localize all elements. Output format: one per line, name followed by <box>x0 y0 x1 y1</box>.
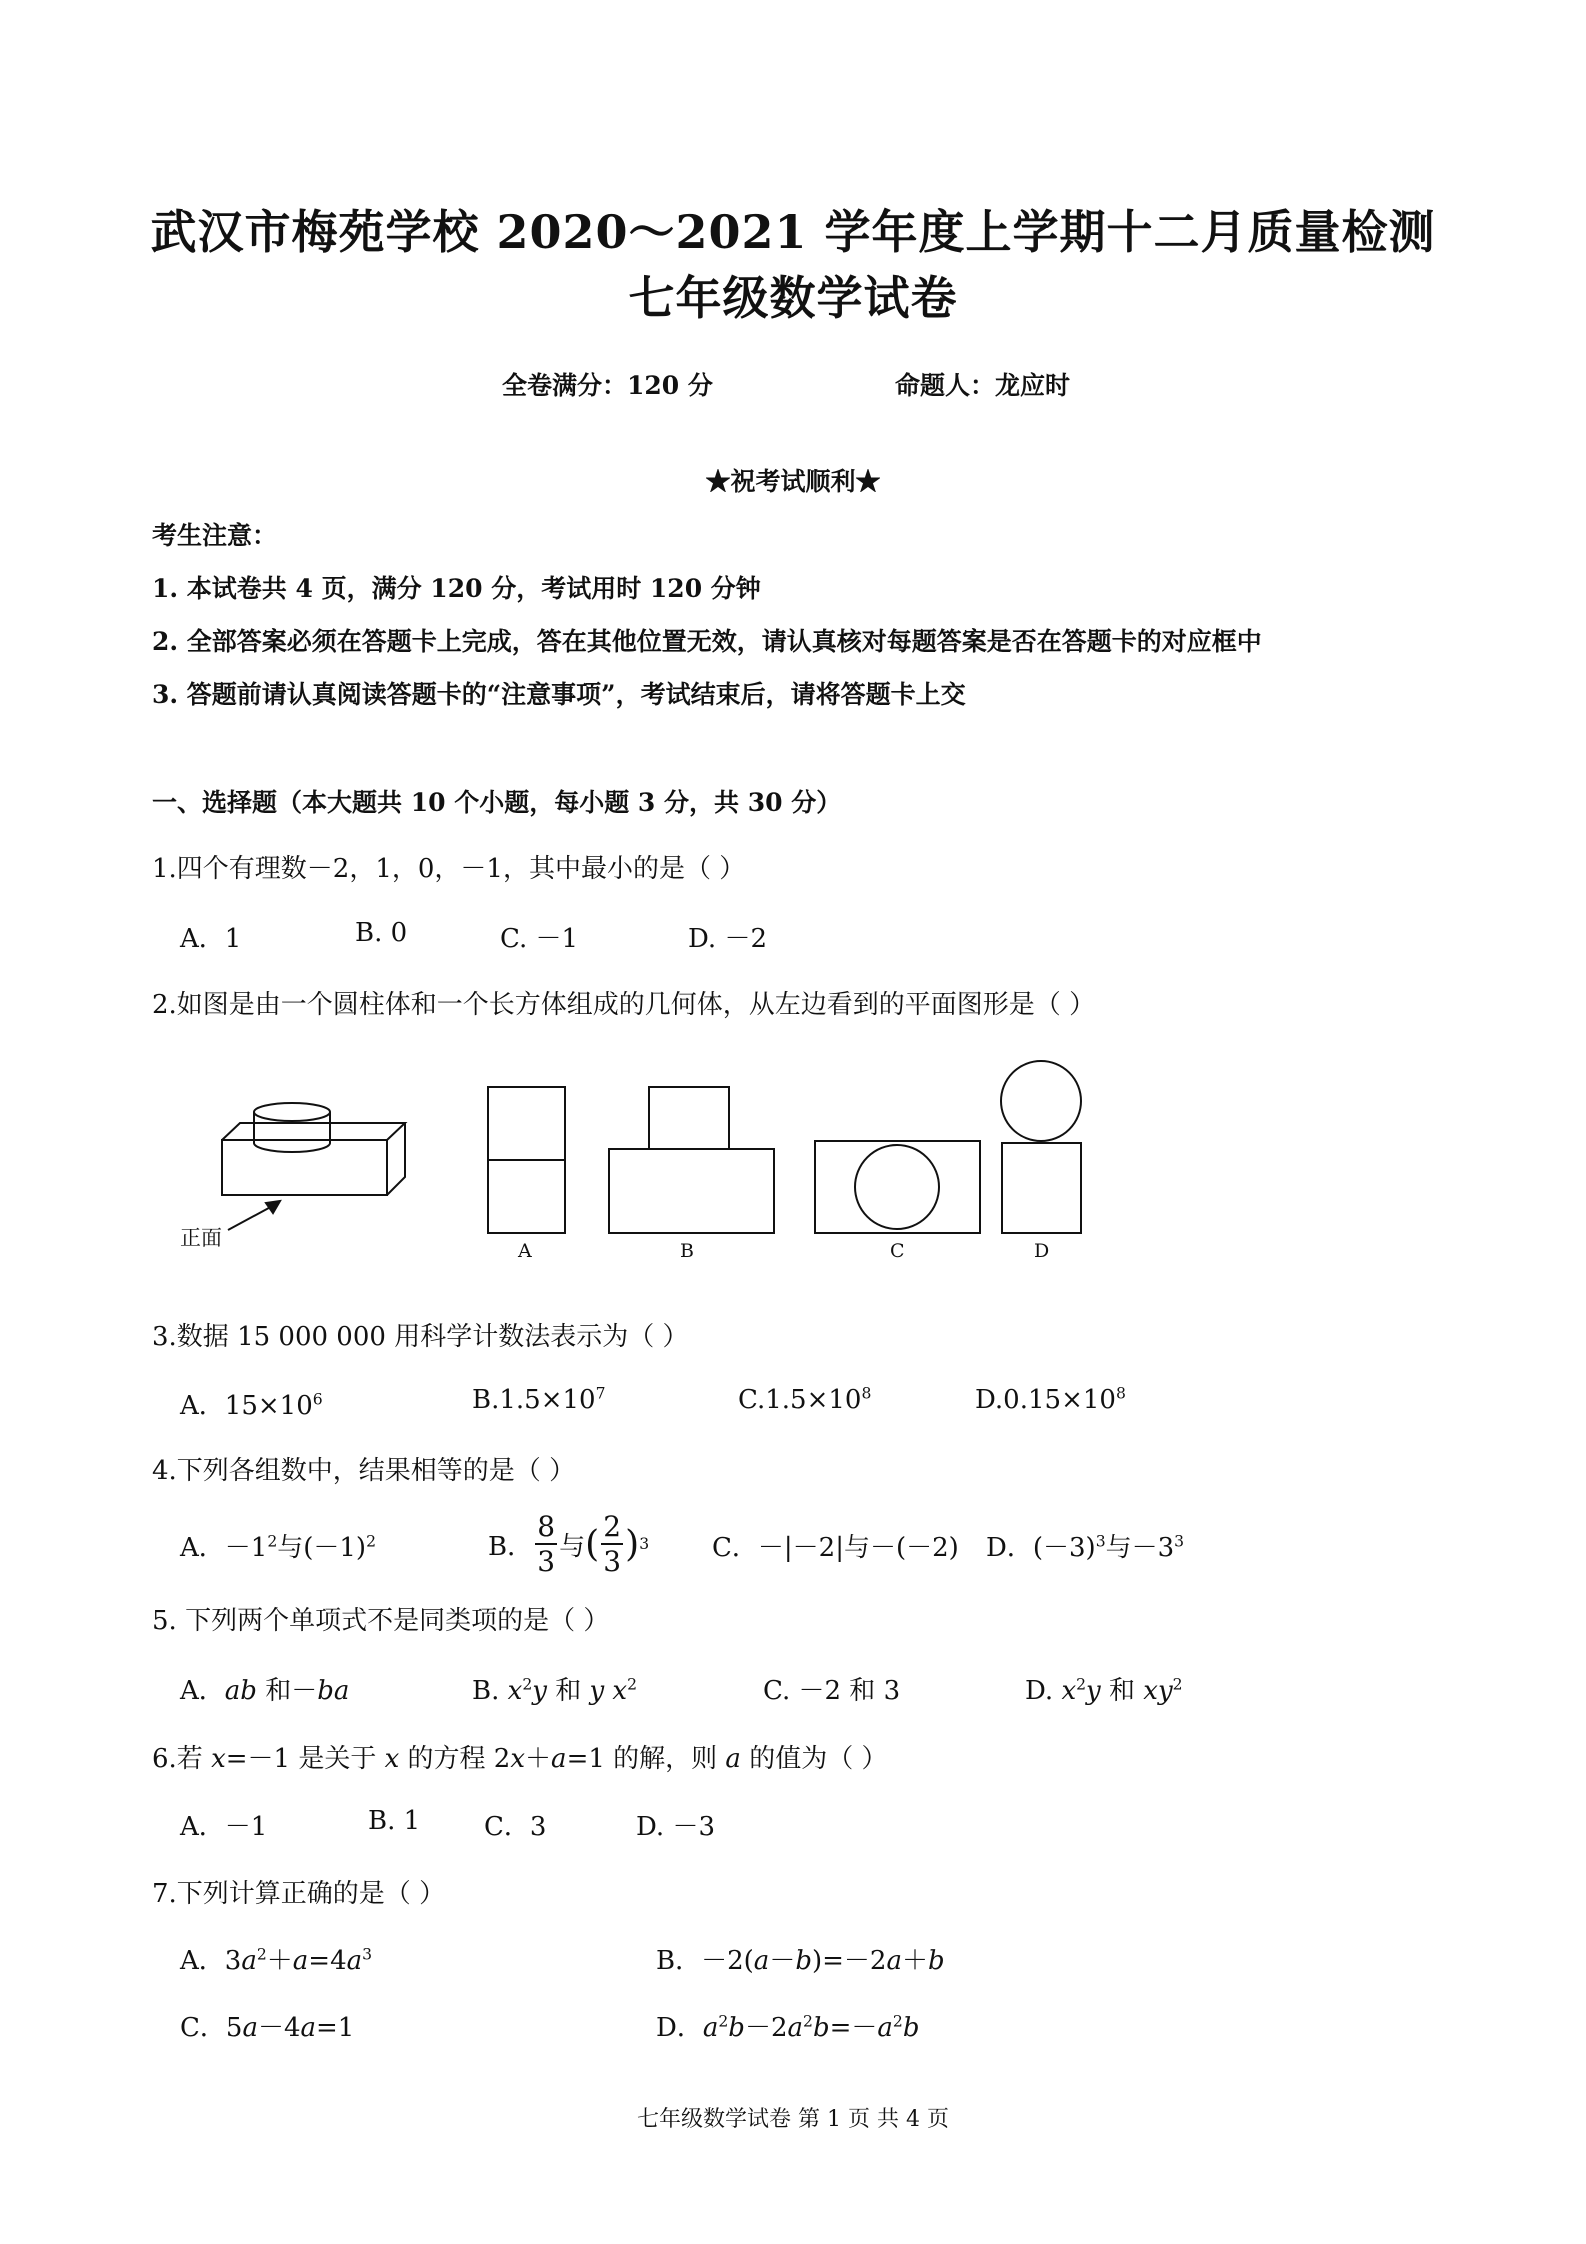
notice-heading: 考生注意： <box>152 521 278 550</box>
question-5-stem: 5. 下列两个单项式不是同类项的是（ ） <box>152 1606 610 1636</box>
notice-item: 2. 全部答案必须在答题卡上完成，答在其他位置无效，请认真核对每题答案是否在答题卡的对应框中 <box>152 627 1262 656</box>
figure-label-b: B <box>680 1240 694 1260</box>
author: 命题人：龙应时 <box>895 371 1071 400</box>
figure-label-a: A <box>518 1240 532 1260</box>
notice-item: 1. 本试卷共 4 页，满分 120 分，考试用时 120 分钟 <box>152 574 761 603</box>
question-4-option-d: D．$(-3)^3$与$-3^3$ <box>986 1532 1185 1563</box>
question-5-option-b: B. $x^2y$ 和 y $x^2$ <box>472 1675 638 1706</box>
question-1-option-b: B. 0 <box>355 918 408 948</box>
question-7-option-a: A．$3a^2+a=4a^3$ <box>180 1945 373 1976</box>
question-4-option-a: A．$-1^2$与$(-1)^2$ <box>180 1532 377 1563</box>
question-6-option-d: D. －3 <box>636 1812 715 1842</box>
question-3-option-b: $B.1.5\times 10^7$ <box>472 1384 606 1415</box>
question-5-option-c: C. －2 和 3 <box>763 1676 901 1706</box>
option-b-figure <box>609 1087 774 1233</box>
exam-title-line1: 武汉市梅苑学校 2020～2021 学年度上学期十二月质量检测 <box>150 205 1436 259</box>
solid-figure <box>222 1103 405 1230</box>
question-3-stem: 3.数据 15 000 000 用科学计数法表示为（ ） <box>152 1322 689 1352</box>
section-heading: 一、选择题（本大题共 10 个小题，每小题 3 分，共 30 分） <box>152 788 842 817</box>
blessing: ★祝考试顺利★ <box>705 467 881 496</box>
question-6-option-c: C．3 <box>484 1812 547 1842</box>
question-6-stem: 6.若 x=－1 是关于 x 的方程 2x＋a=1 的解，则 a 的值为（ ） <box>152 1744 888 1774</box>
question-3-option-d: $D.0.15\times 10^8$ <box>975 1384 1126 1415</box>
question-1-stem: 1.四个有理数－2，1，0，－1，其中最小的是（ ） <box>152 854 746 884</box>
question-4-option-c: C．－|－2|与－(－2) <box>712 1533 959 1563</box>
fraction: $\frac{8}{3}$ <box>535 1512 557 1577</box>
exam-title-line2: 七年级数学试卷 <box>628 271 958 325</box>
question-6-option-a: A．－1 <box>180 1812 268 1842</box>
notice-item: 3. 答题前请认真阅读答题卡的“注意事项”，考试结束后，请将答题卡上交 <box>152 680 966 709</box>
option-a-figure <box>488 1087 565 1233</box>
question-4-option-b: B． $\frac{8}{3}$ 与 ( $\frac{2}{3}$ ) 3 <box>488 1509 650 1578</box>
option-d-figure <box>1001 1061 1081 1233</box>
question-7-option-b: B．－2(a－b)=－2a＋b <box>656 1946 945 1976</box>
figure-label-d: D <box>1034 1240 1050 1260</box>
question-5-option-d: D. $x^2y$ 和 $xy^2$ <box>1025 1675 1183 1706</box>
question-5-option-a: A．ab 和－ba <box>180 1676 350 1706</box>
page-footer: 七年级数学试卷 第 1 页 共 4 页 <box>637 2107 949 2132</box>
question-7-option-c: C．5a－4a=1 <box>180 2013 355 2043</box>
fraction: $\frac{2}{3}$ <box>601 1512 623 1577</box>
question-3-option-c: $C.1.5\times 10^8$ <box>738 1384 872 1415</box>
question-2-stem: 2.如图是由一个圆柱体和一个长方体组成的几何体，从左边看到的平面图形是（ ） <box>152 990 1096 1020</box>
figure-label-c: C <box>890 1240 905 1260</box>
full-score: 全卷满分：120 分 <box>502 371 713 400</box>
option-c-figure <box>815 1141 980 1233</box>
question-7-option-d: D．$a^2b-2a^2b=-a^2b$ <box>656 2012 920 2043</box>
question-6-option-b: B. 1 <box>368 1806 421 1836</box>
front-label: 正面 <box>180 1227 222 1250</box>
question-7-stem: 7.下列计算正确的是（ ） <box>152 1879 446 1909</box>
question-2-figure <box>170 1055 1130 1260</box>
question-1-option-d: D. －2 <box>688 924 767 954</box>
question-1-option-c: C. －1 <box>500 924 579 954</box>
question-1-option-a: A．1 <box>180 924 242 954</box>
question-4-stem: 4.下列各组数中，结果相等的是（ ） <box>152 1456 576 1486</box>
question-3-option-a: A．$15\times 10^6$ <box>180 1390 323 1421</box>
